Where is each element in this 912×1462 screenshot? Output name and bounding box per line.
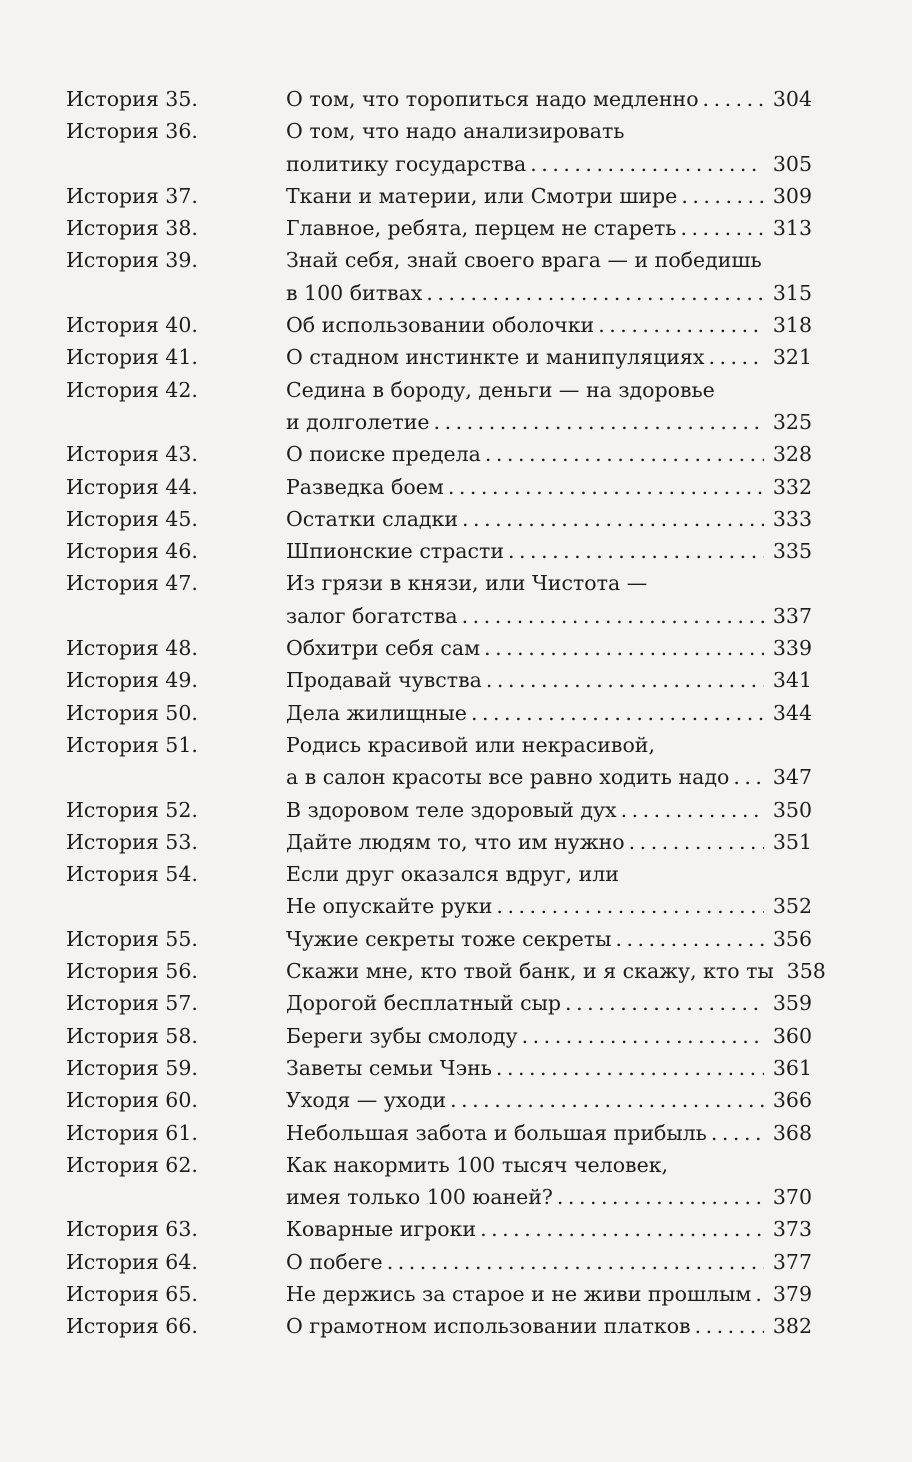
toc-entry [0, 1084, 912, 1116]
toc-entry-line [0, 664, 912, 696]
toc-entry-page-number: 347 [772, 765, 812, 790]
toc-entry-page-number: 350 [772, 797, 812, 822]
toc-entry-line [0, 1020, 912, 1052]
toc-entry-page-number: 325 [772, 409, 812, 434]
toc-entry-page-number: 358 [786, 959, 826, 984]
toc-entry [0, 697, 912, 729]
toc-entry-page-number: 361 [772, 1055, 812, 1080]
toc-entry-label: История 64. [66, 1249, 198, 1274]
toc-entry-title: О стадном инстинкте и манипуляциях [286, 345, 705, 370]
toc-entry-title: Не держись за старое и не живи прошлым [286, 1281, 752, 1306]
toc-entry-title: Шпионские страсти [286, 539, 504, 564]
toc-entry-page-number: 304 [772, 87, 812, 111]
toc-entry-label: История 41. [66, 345, 198, 370]
toc-entry-title: Чужие секреты тоже секреты [286, 926, 612, 951]
dot-leader [462, 600, 764, 632]
toc-entry-title: Дела жилищные [286, 700, 467, 725]
toc-entry-label: История 65. [66, 1281, 198, 1306]
toc-entry-line [0, 1117, 912, 1149]
toc-entry-label: История 55. [66, 926, 198, 951]
dot-leader [695, 1310, 764, 1342]
toc-entry-label: История 39. [66, 248, 198, 273]
toc-entry-line [0, 1052, 912, 1084]
dot-leader [485, 438, 764, 470]
toc-entry-line [0, 761, 912, 793]
toc-entry-line [0, 729, 912, 761]
toc-entry-label: История 50. [66, 700, 198, 725]
dot-leader [708, 341, 764, 373]
toc-entry-line [0, 148, 912, 180]
toc-entry-title: Из грязи в князи, или Чистота — [286, 571, 648, 596]
toc-entry [0, 1278, 912, 1310]
toc-entry-line [0, 955, 912, 987]
toc-entry-page-number: 344 [772, 700, 812, 725]
toc-entry [0, 535, 912, 567]
toc-entry-page-number: 368 [772, 1120, 812, 1145]
toc-entry-page-number: 339 [772, 636, 812, 661]
toc-entry-title: Разведка боем [286, 474, 444, 499]
toc-entry-label: История 44. [66, 474, 198, 499]
toc-entry-title: а в салон красоты все равно ходить надо [286, 765, 730, 790]
toc-entry-line [0, 1310, 912, 1342]
dot-leader [448, 471, 764, 503]
toc-entry [0, 1246, 912, 1278]
toc-entry-line [0, 503, 912, 535]
toc-entry-title: Если друг оказался вдруг, или [286, 862, 619, 887]
toc-entry-page-number: 332 [772, 474, 812, 499]
toc-entry-line [0, 374, 912, 406]
dot-leader [711, 1117, 764, 1149]
toc-entry-title: Обхитри себя сам [286, 636, 481, 661]
dot-leader [426, 277, 764, 309]
toc-entry-page-number: 359 [772, 991, 812, 1016]
toc-entry-title: Продавай чувства [286, 668, 482, 693]
toc-entry-label: История 38. [66, 216, 198, 241]
toc-entry-title: О побеге [286, 1249, 383, 1274]
toc-entry [0, 244, 912, 309]
toc-entry-line [0, 697, 912, 729]
toc-entry-label: История 57. [66, 991, 198, 1016]
toc-entry-page-number: 328 [772, 442, 812, 467]
toc-entry [0, 1213, 912, 1245]
toc-entry-page-number: 321 [772, 345, 812, 370]
toc-entry-title: Заветы семьи Чэнь [286, 1055, 492, 1080]
dot-leader [496, 1052, 764, 1084]
toc-entry-label: История 46. [66, 539, 198, 564]
toc-entry [0, 341, 912, 373]
toc-entry-title: имея только 100 юаней? [286, 1185, 553, 1210]
toc-entry-page-number: 351 [772, 829, 812, 854]
toc-entry-line [0, 632, 912, 664]
toc-entry-line [0, 535, 912, 567]
toc-entry-label: История 45. [66, 506, 198, 531]
toc-entry-page-number: 366 [772, 1088, 812, 1113]
toc-entry-label: История 62. [66, 1152, 198, 1177]
toc-entry [0, 1052, 912, 1084]
toc-entry-label: История 43. [66, 442, 198, 467]
toc-entry-line [0, 600, 912, 632]
toc-entry-label: История 63. [66, 1217, 198, 1242]
toc-entry-title: О грамотном использовании платков [286, 1314, 691, 1339]
dot-leader [496, 890, 764, 922]
toc-entry-line [0, 212, 912, 244]
toc-entry-page-number: 337 [772, 603, 812, 628]
toc-entry-page-number: 370 [772, 1185, 812, 1210]
dot-leader [471, 697, 764, 729]
toc-entry-title: Знай себя, знай своего врага — и победишь [286, 248, 762, 273]
toc-entry [0, 1020, 912, 1052]
toc-entry-label: История 36. [66, 119, 198, 144]
toc-entry-page-number: 379 [772, 1281, 812, 1306]
toc-entry [0, 309, 912, 341]
toc-entry-label: История 54. [66, 862, 198, 887]
toc-entry-line [0, 180, 912, 212]
toc-entry [0, 115, 912, 180]
toc-entry [0, 1310, 912, 1342]
table-of-contents [0, 83, 912, 1343]
toc-entry [0, 955, 912, 987]
toc-entry-title: Остатки сладки [286, 506, 459, 531]
toc-entry-page-number: 305 [772, 151, 812, 176]
toc-entry-label: История 37. [66, 183, 198, 208]
toc-entry-label: История 49. [66, 668, 198, 693]
dot-leader [703, 83, 764, 115]
toc-entry-page-number: 373 [772, 1217, 812, 1242]
toc-entry-title: Не опускайте руки [286, 894, 493, 919]
toc-entry-line [0, 341, 912, 373]
toc-entry [0, 858, 912, 923]
toc-entry-line [0, 83, 912, 115]
dot-leader [434, 406, 764, 438]
toc-entry-line [0, 309, 912, 341]
toc-entry [0, 180, 912, 212]
toc-entry-line [0, 923, 912, 955]
toc-entry-page-number: 318 [772, 313, 812, 338]
toc-entry-label: История 60. [66, 1088, 198, 1113]
toc-entry-page-number: 360 [772, 1023, 812, 1048]
toc-entry-page-number: 315 [772, 280, 812, 305]
toc-entry-line [0, 567, 912, 599]
dot-leader [486, 664, 764, 696]
dot-leader [557, 1181, 764, 1213]
toc-entry-title: Скажи мне, кто твой банк, и я скажу, кто ты [286, 959, 774, 984]
toc-entry-title: Коварные игроки [286, 1217, 477, 1242]
toc-entry-title: Уходя — уходи [286, 1088, 447, 1113]
toc-entry [0, 664, 912, 696]
dot-leader [621, 794, 764, 826]
toc-entry-page-number: 341 [772, 668, 812, 693]
toc-entry-label: История 48. [66, 636, 198, 661]
toc-entry-line [0, 1084, 912, 1116]
toc-entry-title: Седина в бороду, деньги — на здоровье [286, 377, 715, 402]
toc-entry-title: О том, что надо анализировать [286, 119, 625, 144]
toc-entry-page-number: 313 [772, 216, 812, 241]
dot-leader [522, 1020, 764, 1052]
dot-leader [755, 1278, 764, 1310]
toc-entry-label: История 35. [66, 87, 198, 111]
toc-entry-page-number: 377 [772, 1249, 812, 1274]
toc-entry-title: Береги зубы смолоду [286, 1023, 518, 1048]
toc-entry-line [0, 406, 912, 438]
dot-leader [387, 1246, 764, 1278]
toc-entry-page-number: 309 [772, 183, 812, 208]
dot-leader [681, 180, 764, 212]
toc-entry-page-number: 333 [772, 506, 812, 531]
toc-entry-line [0, 1181, 912, 1213]
toc-entry-line [0, 858, 912, 890]
toc-entry [0, 471, 912, 503]
dot-leader [462, 503, 764, 535]
toc-entry-title: и долголетие [286, 409, 430, 434]
toc-entry-title: Об использовании оболочки [286, 313, 595, 338]
toc-entry-line [0, 244, 912, 276]
toc-entry [0, 729, 912, 794]
toc-entry-label: История 40. [66, 313, 198, 338]
toc-entry-title: Ткани и материи, или Смотри шире [286, 183, 678, 208]
toc-entry [0, 987, 912, 1019]
toc-entry-title: Дайте людям то, что им нужно [286, 829, 625, 854]
toc-entry-page-number: 356 [772, 926, 812, 951]
toc-entry-title: Дорогой бесплатный сыр [286, 991, 562, 1016]
toc-entry-line [0, 1149, 912, 1181]
toc-entry-title: Главное, ребята, перцем не стареть [286, 216, 677, 241]
toc-entry-line [0, 1278, 912, 1310]
toc-entry-label: История 56. [66, 959, 198, 984]
toc-entry-page-number: 382 [772, 1314, 812, 1339]
toc-entry-label: История 51. [66, 732, 198, 757]
toc-entry [0, 374, 912, 439]
toc-entry-line [0, 471, 912, 503]
toc-entry-line [0, 890, 912, 922]
toc-entry-label: История 42. [66, 377, 198, 402]
toc-entry-line [0, 794, 912, 826]
toc-entry-title: Как накормить 100 тысяч человек, [286, 1152, 669, 1177]
toc-entry-line [0, 826, 912, 858]
toc-entry [0, 794, 912, 826]
toc-entry-line [0, 1246, 912, 1278]
toc-entry-title: залог богатства [286, 603, 458, 628]
dot-leader [508, 535, 764, 567]
toc-entry-label: История 59. [66, 1055, 198, 1080]
dot-leader [484, 632, 764, 664]
dot-leader [615, 923, 764, 955]
toc-entry-title: в 100 битвах [286, 280, 423, 305]
toc-entry-title: политику государства [286, 151, 527, 176]
toc-entry-title: В здоровом теле здоровый дух [286, 797, 617, 822]
toc-entry [0, 212, 912, 244]
dot-leader [629, 826, 764, 858]
dot-leader [480, 1213, 764, 1245]
toc-entry-line [0, 277, 912, 309]
toc-entry-label: История 58. [66, 1023, 198, 1048]
toc-entry [0, 83, 912, 115]
toc-entry-title: О том, что торопиться надо медленно [286, 87, 699, 111]
toc-entry-label: История 47. [66, 571, 198, 596]
toc-entry [0, 503, 912, 535]
toc-entry [0, 1149, 912, 1214]
toc-entry-line [0, 987, 912, 1019]
dot-leader [530, 148, 764, 180]
toc-entry-title: О поиске предела [286, 442, 481, 467]
toc-entry [0, 567, 912, 632]
toc-entry [0, 632, 912, 664]
dot-leader [680, 212, 764, 244]
toc-entry-line [0, 438, 912, 470]
toc-entry-label: История 52. [66, 797, 198, 822]
toc-entry-title: Небольшая забота и большая прибыль [286, 1120, 707, 1145]
toc-entry [0, 923, 912, 955]
toc-entry-page-number: 335 [772, 539, 812, 564]
dot-leader [450, 1084, 764, 1116]
toc-entry [0, 1117, 912, 1149]
toc-entry [0, 438, 912, 470]
dot-leader [565, 987, 764, 1019]
dot-leader [733, 761, 764, 793]
toc-entry [0, 826, 912, 858]
toc-entry-line [0, 1213, 912, 1245]
toc-entry-label: История 61. [66, 1120, 198, 1145]
toc-entry-title: Родись красивой или некрасивой, [286, 732, 655, 757]
toc-entry-label: История 66. [66, 1314, 198, 1339]
toc-entry-page-number: 352 [772, 894, 812, 919]
dot-leader [598, 309, 764, 341]
toc-entry-label: История 53. [66, 829, 198, 854]
toc-entry-line [0, 115, 912, 147]
